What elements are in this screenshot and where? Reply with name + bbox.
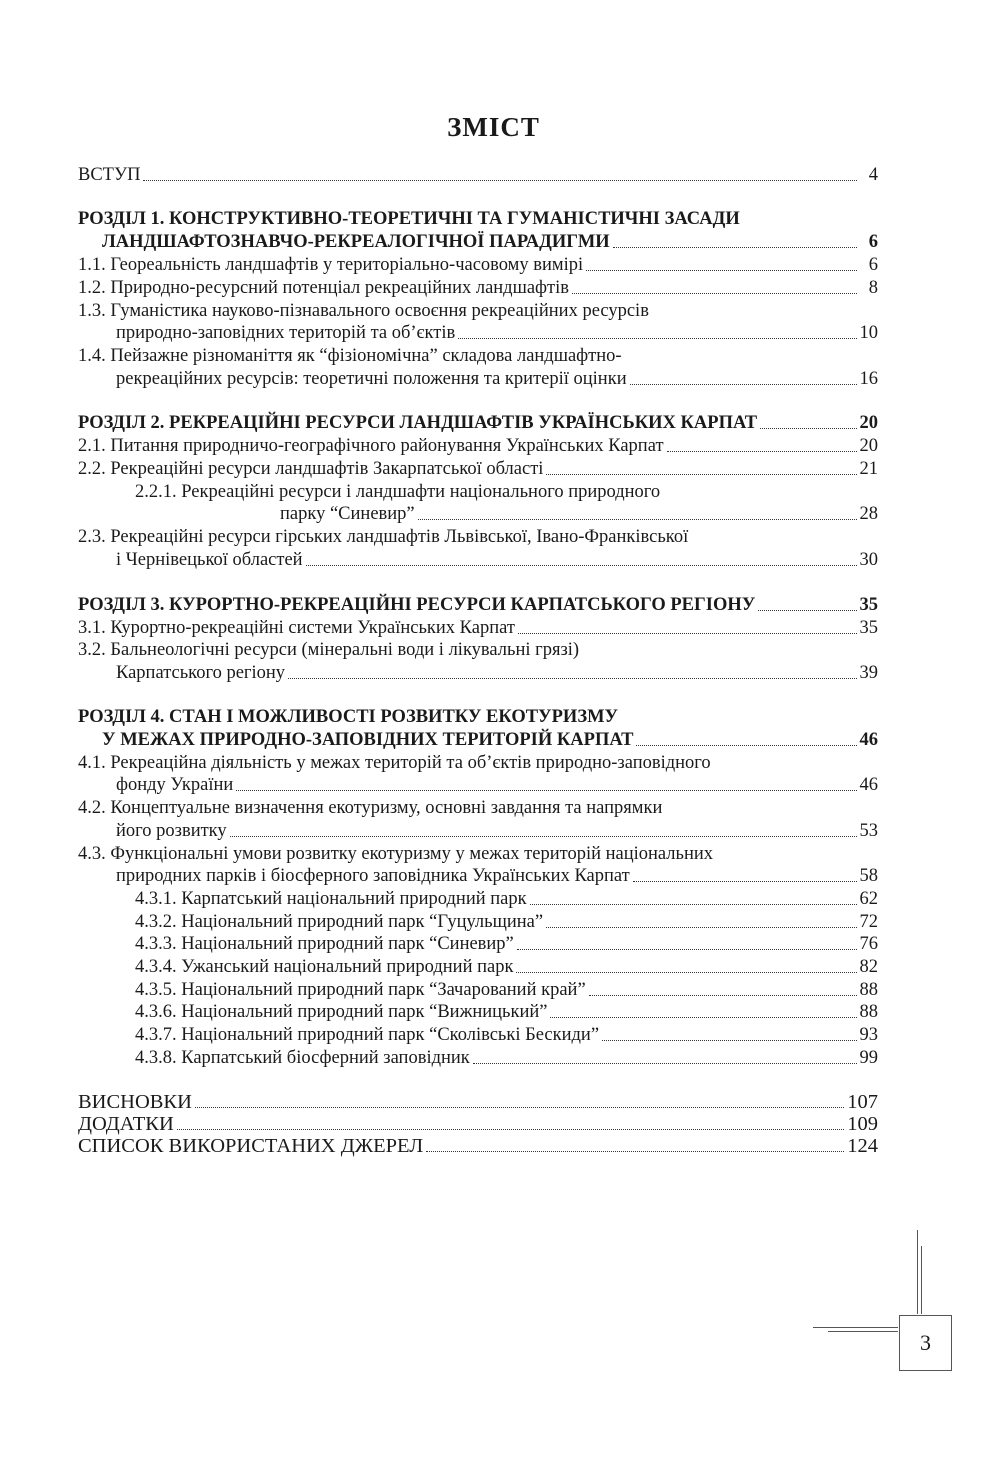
toc-entry-page: 10 [859,323,878,343]
dot-leader [195,1106,844,1108]
dot-leader [230,835,857,837]
toc-entry-page: 6 [868,255,878,275]
dot-leader [177,1128,844,1130]
toc-entry [78,524,878,548]
dot-leader [418,518,857,520]
dot-leader [572,292,857,294]
toc-entry [78,1111,878,1135]
toc-entry-page: 21 [859,459,878,479]
toc-entry-page: 107 [847,1091,878,1113]
toc-entry-page: 124 [847,1135,878,1157]
toc-entry-page: 88 [859,980,878,1000]
decorative-horizontal-rule [828,1331,898,1332]
toc-entry-title: 4.3. Функціональні умови розвитку екотуризму у межах територій національних [78,844,714,864]
toc-entry-page: 53 [859,821,878,841]
toc-entry-page: 93 [859,1025,878,1045]
toc-entry-page: 35 [859,595,878,615]
toc-entry [78,366,878,390]
toc-entry-page: 8 [868,278,878,298]
toc-entry-title: 2.2.1. Рекреаційні ресурси і ландшафти національного природного [135,482,661,502]
toc-entry-page: 28 [859,504,878,524]
dot-leader [426,1150,844,1152]
page-title: ЗМІСТ [447,112,540,142]
toc-entry-title: фонду України [116,775,234,795]
toc-entry-title: 2.1. Питання природничо-географічного районування Українських Карпат [78,436,664,456]
toc-entry-title: РОЗДІЛ 3. КУРОРТНО-РЕКРЕАЦІЙНІ РЕСУРСИ КАРПАТСЬКОГО РЕГІОНУ [78,595,756,615]
toc-entry-title: 4.3.7. Національний природний парк “Сколівські Бескиди” [135,1025,600,1045]
toc-entry-title: ЛАНДШАФТОЗНАВЧО-РЕКРЕАЛОГІЧНОЇ ПАРАДИГМИ [102,232,610,252]
toc-entry-title: 4.3.4. Ужанський національний природний парк [135,957,514,977]
toc-entry-title: 4.3.2. Національний природний парк “Гуцульщина” [135,912,544,932]
toc-entry-title: 1.1. Геореальність ландшафтів у територіально-часовому вимірі [78,255,584,275]
toc-entry-title: парку “Синевир” [280,504,415,524]
toc-entry [78,162,878,186]
toc-entry [78,999,878,1023]
toc-entry-title: і Чернівецької областей [116,550,303,570]
toc-entry [78,727,878,751]
toc-entry [78,909,878,933]
toc-entry [78,252,878,276]
toc-entry-title: РОЗДІЛ 1. КОНСТРУКТИВНО-ТЕОРЕТИЧНІ ТА ГУМАНІСТИЧНІ ЗАСАДИ [78,209,740,229]
dot-leader [602,1039,856,1041]
toc-entry-page: 46 [859,730,878,750]
toc-entry [78,1022,878,1046]
dot-leader [546,926,856,928]
toc-entry [78,206,878,230]
dot-leader [517,948,857,950]
dot-leader [143,179,857,181]
toc-entry-page: 58 [859,866,878,886]
toc-entry [78,615,878,639]
toc-entry [78,1133,878,1157]
dot-leader [550,1016,856,1018]
toc-entry [78,818,878,842]
toc-entry-title: ДОДАТКИ [78,1113,174,1135]
toc-entry [78,931,878,955]
toc-entry-title: 3.1. Курортно-рекреаційні системи Українських Карпат [78,618,515,638]
toc-entry [78,977,878,1001]
toc-entry-title: природно-заповідних територій та об’єктів [116,323,456,343]
toc-entry [78,592,878,616]
toc-entry-title: ВСТУП [78,165,141,185]
toc-entry-title: 2.3. Рекреаційні ресурси гірських ландшафтів Львівської, Івано-Франківської [78,527,689,547]
toc-entry-title: 3.2. Бальнеологічні ресурси (мінеральні води і лікувальні грязі) [78,640,580,660]
toc-entry-title: 4.3.5. Національний природний парк “Зачарований край” [135,980,586,1000]
toc-entry-title: Карпатського регіону [116,663,286,683]
toc-entry [78,1045,878,1069]
toc-entry [78,456,878,480]
toc-entry-page: 30 [859,550,878,570]
decorative-vertical-rule [917,1230,918,1314]
toc-entry [78,343,878,367]
toc-entry-page: 46 [859,775,878,795]
toc-entry [78,795,878,819]
toc-entry-page: 72 [859,912,878,932]
toc-entry [78,704,878,728]
dot-leader [630,383,857,385]
toc-entry-title: 4.3.8. Карпатський біосферний заповідник [135,1048,470,1068]
toc-entry [78,229,878,253]
toc-entry-title: 2.2. Рекреаційні ресурси ландшафтів Закарпатської області [78,459,544,479]
dot-leader [546,473,856,475]
toc-entry-page: 39 [859,663,878,683]
toc-entry-page: 82 [859,957,878,977]
toc-entry [78,320,878,344]
dot-leader [288,677,856,679]
toc-entry-title: 4.3.6. Національний природний парк “Вижницький” [135,1002,548,1022]
toc-entry [78,637,878,661]
toc-entry-title: природних парків і біосферного заповідника Українських Карпат [116,866,630,886]
toc-entry [78,1089,878,1113]
toc-entry [78,841,878,865]
toc-entry-page: 109 [847,1113,878,1135]
dot-leader [306,564,857,566]
toc-entry-title: 4.3.3. Національний природний парк “Синевир” [135,934,514,954]
toc-entry-title: 4.3.1. Карпатський національний природний парк [135,889,527,909]
dot-leader [458,337,856,339]
toc-entry-title: СПИСОК ВИКОРИСТАНИХ ДЖЕРЕЛ [78,1135,424,1157]
toc-entry [78,772,878,796]
dot-leader [586,269,857,271]
page-number: 3 [899,1315,952,1371]
toc-entry-title: його розвитку [116,821,227,841]
toc-entry [78,954,878,978]
toc-entry-title: 1.4. Пейзажне різноманіття як “фізіономічна” складова ландшафтно- [78,346,622,366]
toc-entry-page: 20 [859,413,878,433]
dot-leader [589,994,857,996]
dot-leader [760,427,856,429]
toc-entry-page: 6 [868,232,878,252]
toc-entry [78,863,878,887]
toc-entry [78,886,878,910]
dot-leader [518,632,857,634]
toc-entry [78,660,878,684]
toc-entry [78,275,878,299]
toc-entry [78,433,878,457]
dot-leader [758,609,856,611]
toc-entry-title: ВИСНОВКИ [78,1091,192,1113]
toc-entry-page: 99 [859,1048,878,1068]
toc-entry-title: 1.3. Гуманістика науково-пізнавального освоєння рекреаційних ресурсів [78,301,649,321]
dot-leader [613,246,857,248]
toc-entry-page: 76 [859,934,878,954]
dot-leader [633,880,857,882]
toc-entry-page: 62 [859,889,878,909]
toc-entry-title: РОЗДІЛ 2. РЕКРЕАЦІЙНІ РЕСУРСИ ЛАНДШАФТІВ УКРАЇНСЬКИХ КАРПАТ [78,413,758,433]
toc-entry-page: 88 [859,1002,878,1022]
toc-entry-page: 16 [859,369,878,389]
toc-entry [78,501,878,525]
decorative-horizontal-rule [813,1327,898,1328]
toc-entry-title: 1.2. Природно-ресурсний потенціал рекреаційних ландшафтів [78,278,569,298]
toc-entry-page: 4 [868,165,878,185]
dot-leader [516,971,856,973]
dot-leader [667,450,857,452]
dot-leader [236,789,856,791]
toc-entry-title: РОЗДІЛ 4. СТАН І МОЖЛИВОСТІ РОЗВИТКУ ЕКОТУРИЗМУ [78,707,619,727]
toc-entry [78,298,878,322]
toc-entry [78,547,878,571]
toc-entry [78,479,878,503]
toc-entry-page: 35 [859,618,878,638]
decorative-vertical-rule [921,1246,922,1314]
dot-leader [636,744,856,746]
toc-entry-title: У МЕЖАХ ПРИРОДНО-ЗАПОВІДНИХ ТЕРИТОРІЙ КАРПАТ [102,730,634,750]
toc-entry-page: 20 [859,436,878,456]
toc-entry-title: 4.2. Концептуальне визначення екотуризму, основні завдання та напрямки [78,798,663,818]
toc-entry [78,750,878,774]
dot-leader [530,903,857,905]
dot-leader [473,1062,857,1064]
toc-entry [78,410,878,434]
toc-entry-title: рекреаційних ресурсів: теоретичні положення та критерії оцінки [116,369,627,389]
toc-entry-title: 4.1. Рекреаційна діяльність у межах територій та об’єктів природно-заповідного [78,753,711,773]
